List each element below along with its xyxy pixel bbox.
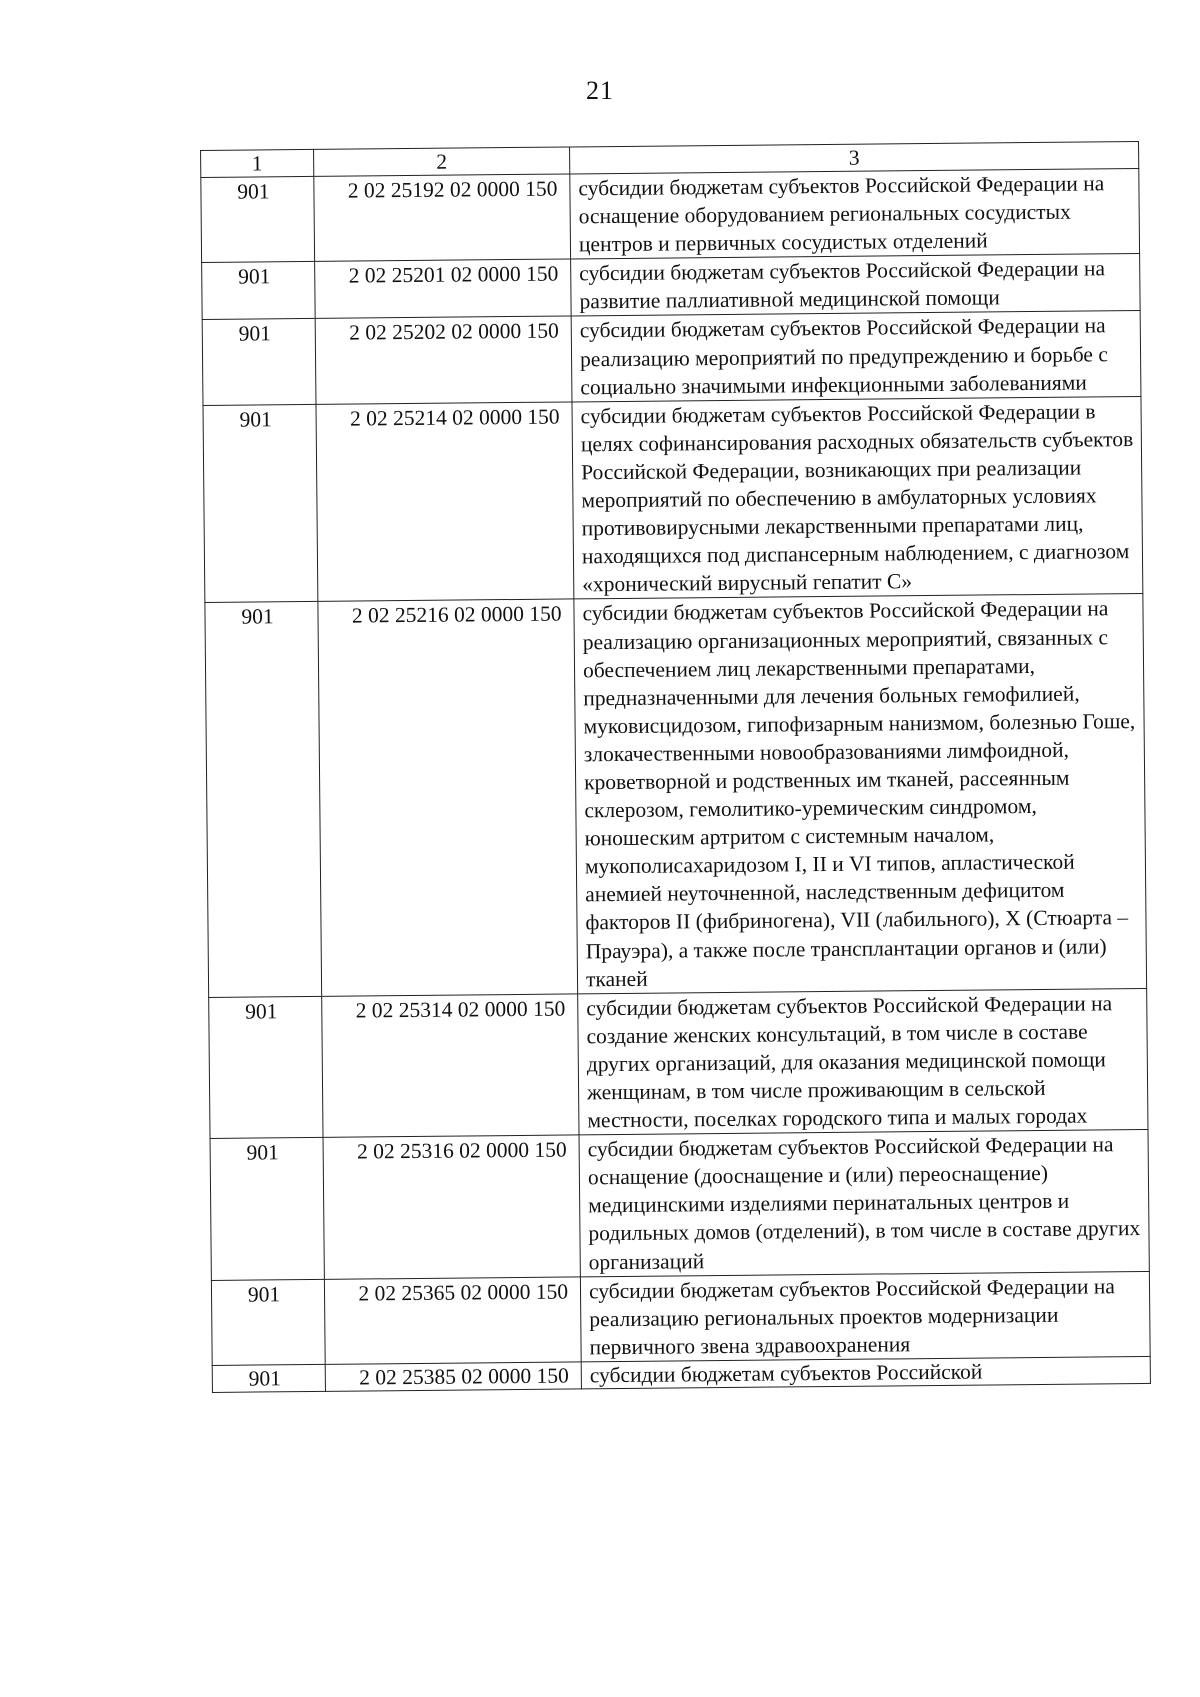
table-row xyxy=(202,311,1141,405)
table-row xyxy=(205,594,1147,997)
page-number: 21 xyxy=(586,76,614,105)
column-header-3: 3 xyxy=(570,141,1139,173)
admin-code-cell: 901 xyxy=(203,404,318,603)
description-cell: субсидии бюджетам субъектов Российской Федерации на реализацию региональных проектов модернизации первичного звена здравоохранения xyxy=(580,1271,1150,1362)
kbk-code-cell: 2 02 25201 02 0000 150 xyxy=(315,259,572,319)
description-cell: субсидии бюджетам субъектов Российской Федерации на реализацию организационных мероприятий, связанных с обеспечением лиц лекарственными препаратами, предназначенными для лечения больных гемофилией, муковисцидозом, гипофизарным нанизмом, болезнью Гоше, злокачественными новообразованиями лимфоидной, кроветворной и родственных им тканей, рассеянным склерозом, гемолитико-уремическим синдромом, юношеским артритом с системным началом, мукополисахаридозом I, II и VI типов, апластической анемией неуточненной, наследственным дефицитом факторов II (фибриногена), VII (лабильного), X (Стюарта – Прауэра), а также после трансплантации органов и (или) тканей xyxy=(574,594,1147,994)
table-row xyxy=(202,254,1141,320)
kbk-code-cell: 2 02 25385 02 0000 150 xyxy=(325,1362,581,1391)
description-cell: субсидии бюджетам субъектов Российской Федерации на оснащение (дооснащение и (или) переоснащение) медицинскими изделиями перинатальных центров и родильных домов (отделений), в том числе в составе других организаций xyxy=(579,1130,1149,1277)
kbk-code-cell: 2 02 25365 02 0000 150 xyxy=(324,1277,581,1365)
admin-code-cell: 901 xyxy=(205,602,322,997)
description-cell: субсидии бюджетам субъектов Российской Федерации в целях софинансирования расходных обязательств субъектов Российской Федерации, возникающих при реализации мероприятий по обеспечению в амбулаторных условиях противовирусными лекарственными препаратами лиц, находящихся под диспансерным наблюдением, с диагнозом «хронический вирусный гепатит С» xyxy=(572,396,1143,599)
table-row xyxy=(211,1271,1150,1365)
table-row xyxy=(210,1130,1149,1280)
description-cell: субсидии бюджетам субъектов Российской xyxy=(581,1356,1150,1388)
admin-code-cell: 901 xyxy=(201,176,315,262)
kbk-code-cell: 2 02 25192 02 0000 150 xyxy=(314,174,571,262)
description-cell: субсидии бюджетам субъектов Российской Федерации на создание женских консультаций, в том числе в составе других организаций, для оказания медицинской помощи женщинам, в том числе проживающим в сельской местности, поселках городского типа и малых городах xyxy=(578,988,1148,1135)
column-header-1: 1 xyxy=(201,149,314,177)
kbk-code-cell: 2 02 25214 02 0000 150 xyxy=(316,402,574,602)
budget-classification-table xyxy=(200,141,1151,1393)
table-row xyxy=(209,988,1148,1138)
table-row xyxy=(203,396,1143,603)
kbk-code-cell: 2 02 25314 02 0000 150 xyxy=(322,994,579,1138)
kbk-code-cell: 2 02 25216 02 0000 150 xyxy=(318,599,578,996)
description-cell: субсидии бюджетам субъектов Российской Федерации на развитие паллиативной медицинской помощи xyxy=(571,254,1141,317)
column-header-2: 2 xyxy=(314,147,570,176)
description-cell: субсидии бюджетам субъектов Российской Федерации на реализацию мероприятий по предупреждению и борьбе с социально значимыми инфекционными заболеваниями xyxy=(571,311,1141,402)
admin-code-cell: 901 xyxy=(210,1138,324,1281)
kbk-code-cell: 2 02 25202 02 0000 150 xyxy=(315,316,572,404)
admin-code-cell: 901 xyxy=(209,996,323,1139)
admin-code-cell: 901 xyxy=(212,1364,325,1392)
admin-code-cell: 901 xyxy=(202,262,316,320)
description-cell: субсидии бюджетам субъектов Российской Федерации на оснащение оборудованием региональных сосудистых центров и первичных сосудистых отделений xyxy=(570,168,1140,259)
admin-code-cell: 901 xyxy=(202,319,316,405)
kbk-code-cell: 2 02 25316 02 0000 150 xyxy=(323,1135,580,1279)
budget-classification-table-wrapper xyxy=(200,141,1150,1393)
table-row xyxy=(201,168,1140,262)
admin-code-cell: 901 xyxy=(211,1279,325,1365)
